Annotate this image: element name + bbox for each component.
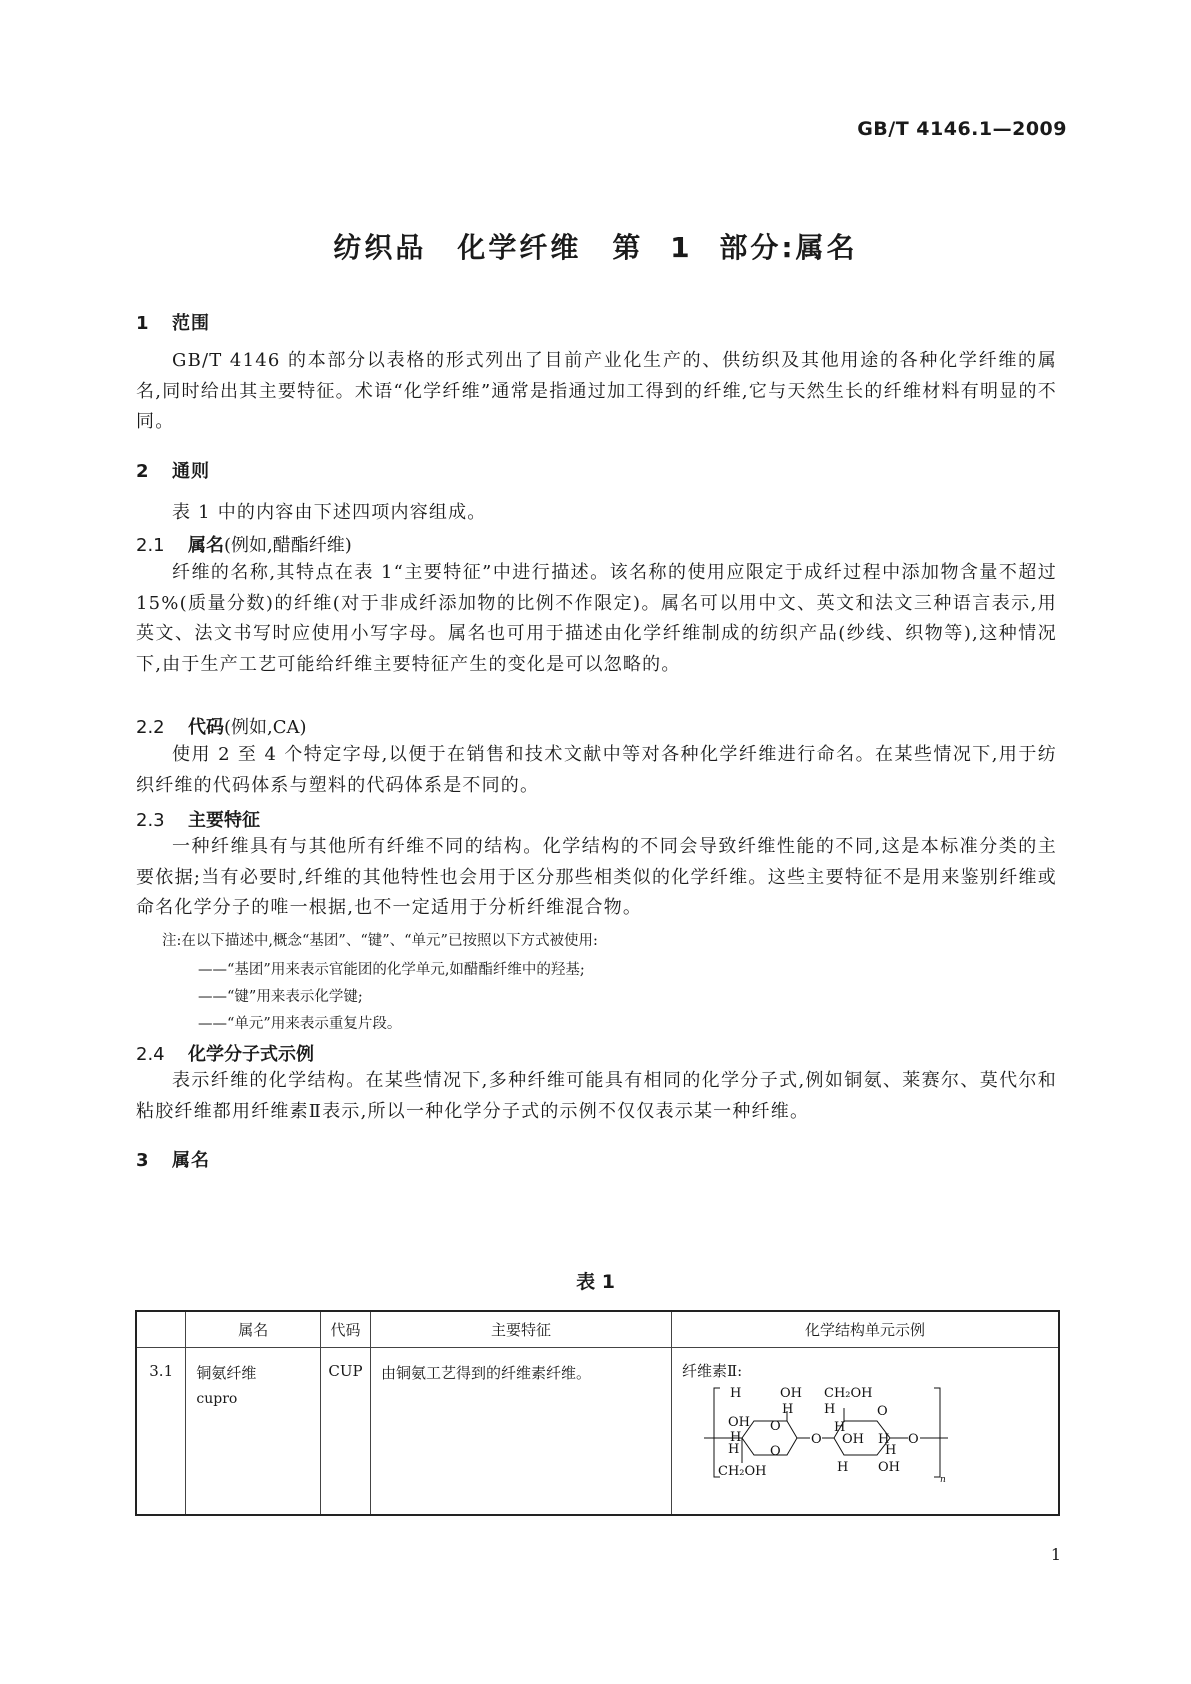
atom-h: H xyxy=(727,1442,740,1457)
header-structure: 化学结构单元示例 xyxy=(671,1311,1059,1348)
atom-oh: OH xyxy=(727,1415,750,1430)
atom-oh: OH xyxy=(779,1386,802,1401)
atom-oh: OH xyxy=(877,1460,900,1475)
atom-h: H xyxy=(823,1402,836,1417)
table-title: 表 1 xyxy=(576,1271,615,1293)
atom-h: H xyxy=(836,1460,849,1475)
structure-cell xyxy=(671,1348,1059,1515)
subsection-title: 属名 xyxy=(188,535,224,556)
subsection-title: 主要特征 xyxy=(188,810,260,831)
atom-h: H xyxy=(729,1430,742,1445)
subsection-2-1-heading xyxy=(136,531,352,557)
subsection-suffix: (例如,醋酯纤维) xyxy=(224,535,352,556)
section-number: 1 xyxy=(136,313,150,334)
subsection-2-4-heading xyxy=(136,1040,314,1066)
note: 注:在以下描述中,概念“基团”、“键”、“单元”已按照以下方式被使用: xyxy=(162,933,598,949)
atom-o: O xyxy=(810,1432,822,1447)
atom-o: O xyxy=(876,1404,888,1419)
section-2-heading xyxy=(136,457,210,483)
section-number: 3 xyxy=(136,1150,150,1171)
header-no xyxy=(136,1311,186,1348)
fiber-table xyxy=(135,1310,1060,1516)
subsection-2-2-paragraph: 使用 2 至 4 个特定字母,以便于在销售和技术文献中等对各种化学纤维进行命名。在某些情况下,用于纺织纤维的代码体系与塑料的代码体系是不同的。 xyxy=(136,744,1057,796)
atom-h: H xyxy=(884,1443,897,1458)
section-1-paragraph: GB/T 4146 的本部分以表格的形式列出了目前产业化生产的、供纺织及其他用途的各种化学纤维的属名,同时给出其主要特征。术语“化学纤维”通常是指通过加工得到的纤维,它与天然生长的纤维材料有明显的不同。 xyxy=(136,350,1057,432)
atom-oh: OH xyxy=(841,1432,864,1447)
section-2-intro: 表 1 中的内容由下述四项内容组成。 xyxy=(172,502,487,523)
atom-h: H xyxy=(729,1386,742,1401)
atom-ch2oh: CH₂OH xyxy=(823,1386,873,1401)
atom-o: O xyxy=(769,1444,781,1459)
note-item: ——“基团”用来表示官能团的化学单元,如醋酯纤维中的羟基; xyxy=(198,962,585,978)
fiber-name-cn: 铜氨纤维 xyxy=(196,1364,257,1382)
structure-label: 纤维素Ⅱ: xyxy=(681,1362,743,1380)
section-1-heading xyxy=(136,309,210,335)
subsection-2-4-paragraph: 表示纤维的化学结构。在某些情况下,多种纤维可能具有相同的化学分子式,例如铜氨、莱赛尔、莫代尔和粘胶纤维都用纤维素Ⅱ表示,所以一种化学分子式的示例不仅仅表示某一种纤维。 xyxy=(136,1070,1057,1122)
subsection-number: 2.2 xyxy=(136,717,165,738)
fiber-name-cell xyxy=(186,1348,321,1515)
subsection-2-1-paragraph: 纤维的名称,其特点在表 1“主要特征”中进行描述。该名称的使用应限定于成纤过程中添加物含量不超过 15%(质量分数)的纤维(对于非成纤添加物的比例不作限定)。属名可以用中文、英文和法文三种语言表示,用英文、法文书写时应使用小写字母。属名也可用于描述由化学纤维制成的纺织产品(纱线、织物等),这种情况下,由于生产工艺可能给纤维主要特征产生的变化是可以忽略的。 xyxy=(136,562,1057,675)
subsection-2-2-heading xyxy=(136,713,307,739)
fiber-code: CUP xyxy=(321,1348,371,1515)
header-code: 代码 xyxy=(321,1311,371,1348)
fiber-name-en: cupro xyxy=(196,1391,238,1407)
header-feature: 主要特征 xyxy=(371,1311,672,1348)
subsection-number: 2.1 xyxy=(136,535,165,556)
atom-h: H xyxy=(781,1402,794,1417)
row-number: 3.1 xyxy=(136,1348,186,1515)
subsection-title: 代码 xyxy=(188,717,224,738)
subsection-title: 化学分子式示例 xyxy=(188,1044,314,1065)
subsection-2-3-heading xyxy=(136,806,260,832)
section-title: 范围 xyxy=(172,313,210,334)
section-title: 通则 xyxy=(172,461,210,482)
fiber-feature: 由铜氨工艺得到的纤维素纤维。 xyxy=(371,1348,672,1515)
repeat-index: n xyxy=(939,1475,946,1485)
section-title: 属名 xyxy=(172,1150,210,1171)
cellulose-structure-diagram xyxy=(682,1383,946,1485)
note-item: ——“键”用来表示化学键; xyxy=(198,989,363,1005)
atom-o: O xyxy=(769,1419,781,1434)
subsection-2-3-paragraph: 一种纤维具有与其他所有纤维不同的结构。化学结构的不同会导致纤维性能的不同,这是本标准分类的主要依据;当有必要时,纤维的其他特性也会用于区分那些相类似的化学纤维。这些主要特征不是用来鉴别纤维或命名化学分子的唯一根据,也不一定适用于分析纤维混合物。 xyxy=(136,836,1057,918)
page-number: 1 xyxy=(1050,1545,1061,1564)
subsection-suffix: (例如,CA) xyxy=(224,717,307,738)
atom-h: H xyxy=(833,1420,846,1435)
section-3-heading xyxy=(136,1146,210,1172)
table-row xyxy=(136,1348,1059,1515)
section-number: 2 xyxy=(136,461,150,482)
subsection-number: 2.4 xyxy=(136,1044,165,1065)
document-title: 纺织品 化学纤维 第 1 部分:属名 xyxy=(333,231,858,264)
header-name: 属名 xyxy=(186,1311,321,1348)
atom-o: O xyxy=(907,1432,919,1447)
atom-h: H xyxy=(877,1432,890,1447)
note-item: ——“单元”用来表示重复片段。 xyxy=(198,1016,402,1032)
standard-number: GB/T 4146.1—2009 xyxy=(857,118,1067,140)
subsection-number: 2.3 xyxy=(136,810,165,831)
atom-ch2oh: CH₂OH xyxy=(717,1464,767,1479)
table-header-row xyxy=(136,1311,1059,1348)
